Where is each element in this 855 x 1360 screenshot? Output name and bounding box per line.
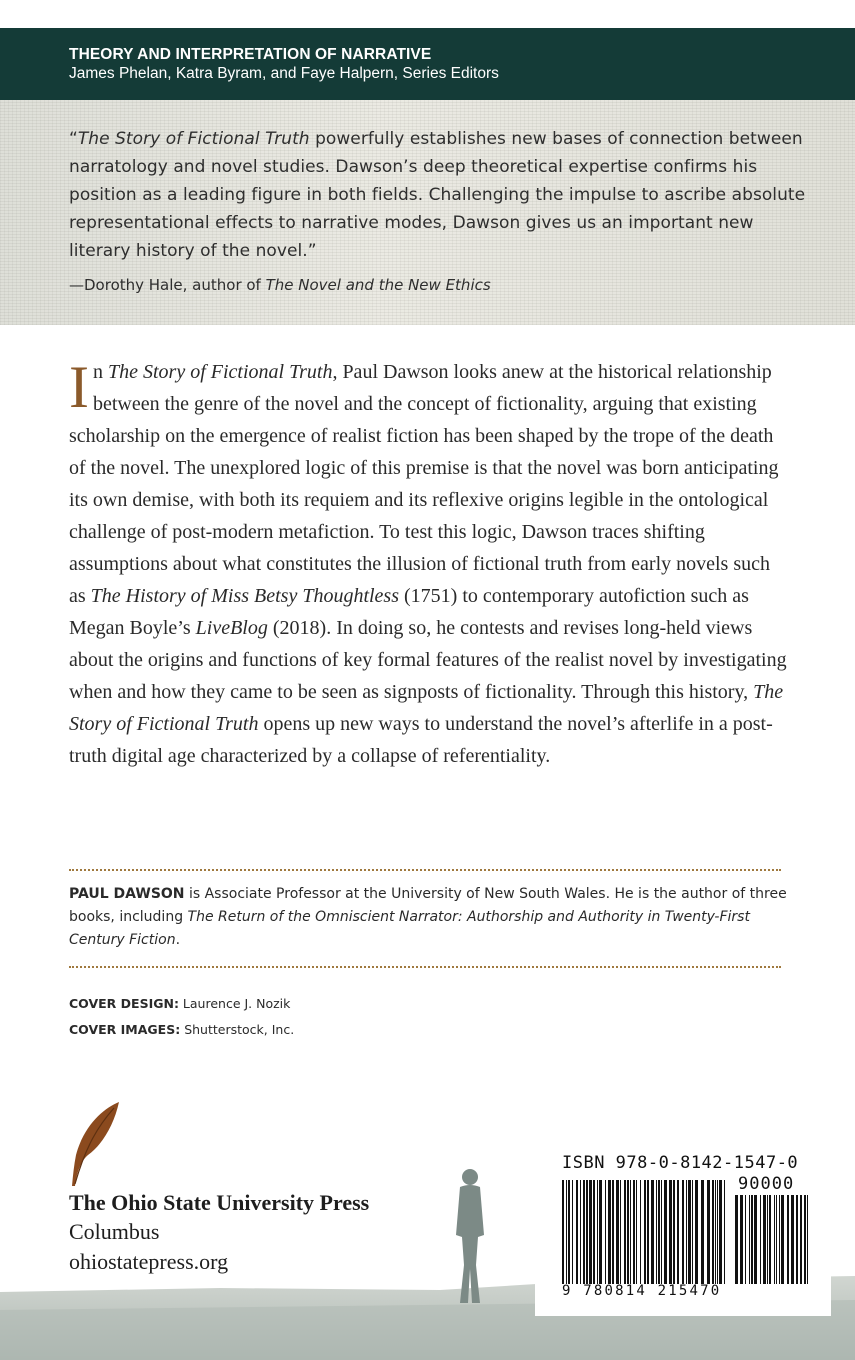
bio-text: is Associate Professor at the University of New South Wales. He is the author of three books, including xyxy=(69,886,787,925)
images-value: Shutterstock, Inc. xyxy=(180,1022,295,1037)
quote-book-title: The Story of Fictional Truth xyxy=(77,129,310,149)
quill-logo-icon xyxy=(64,1100,124,1190)
author-bio xyxy=(69,883,789,952)
price-code: 90000 xyxy=(738,1174,795,1194)
attribution-book: The Novel and the New Ethics xyxy=(265,276,491,294)
desc-text-5: opens up new ways to understand the novel’s afterlife in a post-truth digital age characterized by a collapse of referentiality. xyxy=(69,713,773,767)
ean-barcode-icon xyxy=(562,1180,730,1284)
desc-title-4: The Story of Fictional Truth xyxy=(69,681,784,735)
dotted-divider-bottom xyxy=(69,966,781,968)
cover-images-credit xyxy=(69,1017,294,1043)
images-label: COVER IMAGES: xyxy=(69,1022,181,1037)
design-value: Laurence J. Nozik xyxy=(178,996,291,1011)
series-header xyxy=(0,28,855,100)
attribution-prefix: —Dorothy Hale, author of xyxy=(69,276,266,294)
publisher-url: ohiostatepress.org xyxy=(69,1249,229,1274)
book-description xyxy=(69,356,789,772)
series-editors: James Phelan, Katra Byram, and Faye Halpern, Series Editors xyxy=(69,65,499,82)
desc-title-1: The Story of Fictional Truth xyxy=(107,361,333,383)
dotted-divider-top xyxy=(69,869,781,871)
desc-title-3: LiveBlog xyxy=(195,617,268,639)
publisher-name: The Ohio State University Press xyxy=(69,1190,370,1215)
desc-text-4: (2018). In doing so, he contests and revises long-held views about the origins and functions of key formal features of the realist novel by investigating when and how they came to be seen as signposts of fictionality. Through this history, xyxy=(69,617,787,703)
bio-book: The Return of the Omniscient Narrator: Authorship and Authority in Twenty-First Century Fiction xyxy=(69,909,750,948)
open-quote: “ xyxy=(69,129,78,149)
endorsement-attribution xyxy=(69,271,491,299)
desc-title-2: The History of Miss Betsy Thoughtless xyxy=(90,585,400,607)
isbn-number: ISBN 978-0-8142-1547-0 xyxy=(562,1153,799,1173)
drop-cap: I xyxy=(69,354,89,420)
cover-credits xyxy=(69,991,294,1043)
publisher-city: Columbus xyxy=(69,1219,160,1244)
desc-text-1: n xyxy=(92,361,108,383)
cover-design-credit xyxy=(69,991,294,1017)
bio-end: . xyxy=(175,932,181,948)
standing-figure-image xyxy=(440,1165,500,1305)
desc-text-2: , Paul Dawson looks anew at the historical relationship between the genre of the novel and the concept of fictionality, arguing that existing scholarship on the emergence of realist fiction has been shaped by the trope of the death of the novel. The unexplored logic of this premise is that the novel was born anticipating its own demise, with both its requiem and its reflexive origins legible in the ontological challenge of post-modern metafiction. To test this logic, Dawson traces shifting assumptions about what constitutes the illusion of fictional truth from early novels such as xyxy=(69,361,779,607)
endorsement-quote xyxy=(69,125,809,265)
design-label: COVER DESIGN: xyxy=(69,996,179,1011)
quote-text: powerfully establishes new bases of connection between narratology and novel studies. Dawson’s deep theoretical expertise confirms his position as a leading figure in both fields. Challenging the impulse to ascribe absolute representational effects to narrative modes, Dawson gives us an important new literary history of the novel.” xyxy=(69,129,806,261)
author-name: PAUL DAWSON xyxy=(69,886,185,902)
ean-digits: 9 780814 215470 xyxy=(562,1283,722,1299)
desc-text-3: (1751) to contemporary autofiction such as Megan Boyle’s xyxy=(69,585,749,639)
addon-barcode-icon xyxy=(735,1195,810,1284)
series-title: THEORY AND INTERPRETATION OF NARRATIVE xyxy=(69,46,432,63)
